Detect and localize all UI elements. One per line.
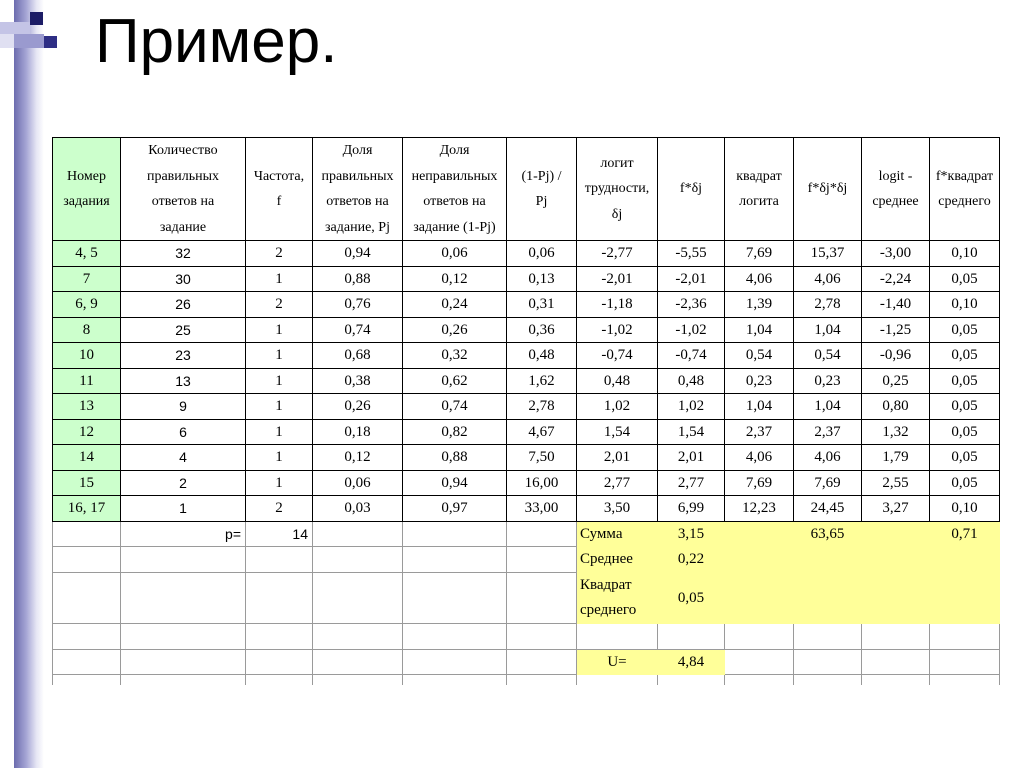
cell-task-number: 14: [52, 445, 121, 471]
cell-f-delta: -0,74: [658, 343, 725, 369]
table-row: [52, 369, 1000, 395]
header-odds-ratio: (1-Pj) / Pj: [507, 137, 577, 241]
cell-share-incorrect: 0,12: [403, 267, 507, 293]
cell-f-mean-squared: 0,05: [930, 394, 1000, 420]
header-f-delta-squared: f*δj*δj: [794, 137, 862, 241]
cell-logit-minus-mean: 2,55: [862, 471, 930, 497]
cell-f-delta-squared: 7,69: [794, 471, 862, 497]
cell-difficulty-logit: 1,54: [577, 420, 658, 446]
cell-frequency: 1: [246, 394, 313, 420]
table-row: [52, 292, 1000, 318]
cell-correct-count: 9: [121, 394, 246, 420]
cell-f-delta: -1,02: [658, 318, 725, 344]
empty-cell: [794, 650, 862, 675]
item-analysis-table: [52, 137, 1000, 685]
cell-odds-ratio: 33,00: [507, 496, 577, 522]
cell-correct-count: 25: [121, 318, 246, 344]
squared-mean-label: Квадрат среднего: [577, 573, 658, 624]
empty-cell: [313, 624, 403, 650]
cell-odds-ratio: 2,78: [507, 394, 577, 420]
cell-difficulty-logit: -2,01: [577, 267, 658, 293]
empty-cell: [577, 675, 658, 685]
cell-task-number: 8: [52, 318, 121, 344]
empty-cell: [725, 547, 794, 573]
cell-f-delta-squared: 1,04: [794, 318, 862, 344]
empty-cell: [862, 547, 930, 573]
cell-f-mean-squared: 0,05: [930, 445, 1000, 471]
cell-difficulty-logit: -1,02: [577, 318, 658, 344]
cell-logit-squared: 1,04: [725, 394, 794, 420]
empty-cell: [794, 624, 862, 650]
empty-cell: [507, 573, 577, 624]
empty-cell: [862, 675, 930, 685]
cell-share-incorrect: 0,88: [403, 445, 507, 471]
empty-cell: [658, 624, 725, 650]
cell-share-incorrect: 0,74: [403, 394, 507, 420]
cell-logit-minus-mean: 0,80: [862, 394, 930, 420]
cell-task-number: 7: [52, 267, 121, 293]
cell-odds-ratio: 0,36: [507, 318, 577, 344]
cell-odds-ratio: 0,31: [507, 292, 577, 318]
cell-f-delta-squared: 0,54: [794, 343, 862, 369]
empty-cell: [313, 522, 403, 547]
empty-cell: [52, 573, 121, 624]
cell-difficulty-logit: -0,74: [577, 343, 658, 369]
empty-cell: [862, 522, 930, 547]
decor-square: [44, 36, 57, 48]
cell-correct-count: 4: [121, 445, 246, 471]
empty-cell: [246, 624, 313, 650]
empty-cell: [52, 522, 121, 547]
cell-logit-minus-mean: 1,32: [862, 420, 930, 446]
table-row: [52, 241, 1000, 267]
cell-f-mean-squared: 0,05: [930, 471, 1000, 497]
empty-cell: [121, 650, 246, 675]
cell-logit-minus-mean: 3,27: [862, 496, 930, 522]
empty-cell: [121, 624, 246, 650]
header-row: [52, 137, 1000, 241]
empty-cell: [121, 675, 246, 685]
empty-cell: [930, 573, 1000, 624]
cell-share-correct: 0,68: [313, 343, 403, 369]
table-row: [52, 496, 1000, 522]
cell-f-delta-squared: 15,37: [794, 241, 862, 267]
empty-cell: [52, 624, 121, 650]
table-body: [52, 241, 1000, 522]
cell-task-number: 10: [52, 343, 121, 369]
cell-f-delta: 1,54: [658, 420, 725, 446]
cell-task-number: 12: [52, 420, 121, 446]
u-value: 4,84: [658, 650, 725, 675]
empty-cell: [52, 675, 121, 685]
mean-label: Среднее: [577, 547, 658, 573]
cell-share-incorrect: 0,06: [403, 241, 507, 267]
table-row: [52, 267, 1000, 293]
summary-row-empty: [52, 624, 1000, 650]
cell-difficulty-logit: 0,48: [577, 369, 658, 395]
cell-f-delta-squared: 1,04: [794, 394, 862, 420]
cell-odds-ratio: 7,50: [507, 445, 577, 471]
cell-odds-ratio: 4,67: [507, 420, 577, 446]
cell-f-delta-squared: 4,06: [794, 445, 862, 471]
header-share-correct: Доля правильных ответов на задание, Pj: [313, 137, 403, 241]
header-difficulty-logit: логит трудности, δj: [577, 137, 658, 241]
p-label: p=: [121, 522, 246, 547]
cell-frequency: 1: [246, 420, 313, 446]
header-logit-minus-mean: logit - среднее: [862, 137, 930, 241]
header-correct-count: Количество правильных ответов на задание: [121, 137, 246, 241]
cell-f-delta: -2,36: [658, 292, 725, 318]
cell-frequency: 1: [246, 343, 313, 369]
cell-task-number: 11: [52, 369, 121, 395]
empty-cell: [403, 624, 507, 650]
table-row: [52, 471, 1000, 497]
cell-task-number: 6, 9: [52, 292, 121, 318]
empty-cell: [403, 650, 507, 675]
cell-f-delta: -5,55: [658, 241, 725, 267]
empty-cell: [52, 547, 121, 573]
sum-f-delta-squared: 63,65: [794, 522, 862, 547]
cell-share-incorrect: 0,26: [403, 318, 507, 344]
empty-cell: [862, 573, 930, 624]
cell-logit-minus-mean: -1,40: [862, 292, 930, 318]
slide-title: Пример.: [95, 7, 338, 76]
empty-cell: [862, 650, 930, 675]
cell-task-number: 4, 5: [52, 241, 121, 267]
empty-cell: [577, 624, 658, 650]
cell-logit-minus-mean: -3,00: [862, 241, 930, 267]
cell-correct-count: 30: [121, 267, 246, 293]
cell-f-mean-squared: 0,10: [930, 241, 1000, 267]
cell-odds-ratio: 16,00: [507, 471, 577, 497]
cell-f-mean-squared: 0,05: [930, 420, 1000, 446]
cell-share-correct: 0,06: [313, 471, 403, 497]
empty-cell: [507, 624, 577, 650]
cell-f-delta-squared: 2,78: [794, 292, 862, 318]
cell-frequency: 1: [246, 445, 313, 471]
summary-row-sum: [52, 522, 1000, 547]
summary-row-u: [52, 650, 1000, 675]
cell-odds-ratio: 0,13: [507, 267, 577, 293]
cell-correct-count: 1: [121, 496, 246, 522]
empty-cell: [725, 522, 794, 547]
summary-row-squared-mean: [52, 573, 1000, 624]
decor-square: [0, 22, 30, 34]
cell-correct-count: 13: [121, 369, 246, 395]
cell-logit-squared: 12,23: [725, 496, 794, 522]
decor-square: [0, 34, 14, 48]
table-row: [52, 445, 1000, 471]
cell-logit-squared: 1,04: [725, 318, 794, 344]
cell-logit-squared: 2,37: [725, 420, 794, 446]
summary-section: [52, 522, 1000, 685]
cell-logit-minus-mean: 0,25: [862, 369, 930, 395]
empty-cell: [507, 650, 577, 675]
empty-cell: [246, 547, 313, 573]
cell-share-correct: 0,18: [313, 420, 403, 446]
header-frequency: Частота, f: [246, 137, 313, 241]
table-header: [52, 137, 1000, 241]
cell-logit-squared: 7,69: [725, 471, 794, 497]
empty-cell: [658, 675, 725, 685]
empty-cell: [794, 573, 862, 624]
empty-cell: [930, 650, 1000, 675]
empty-cell: [930, 675, 1000, 685]
cell-f-delta-squared: 0,23: [794, 369, 862, 395]
cell-frequency: 1: [246, 318, 313, 344]
cell-f-delta: -2,01: [658, 267, 725, 293]
cell-logit-squared: 1,39: [725, 292, 794, 318]
cell-share-incorrect: 0,97: [403, 496, 507, 522]
empty-cell: [313, 650, 403, 675]
cell-task-number: 13: [52, 394, 121, 420]
cell-f-delta-squared: 2,37: [794, 420, 862, 446]
empty-cell: [725, 573, 794, 624]
empty-cell: [313, 547, 403, 573]
empty-cell: [403, 547, 507, 573]
cell-share-incorrect: 0,24: [403, 292, 507, 318]
cell-frequency: 2: [246, 241, 313, 267]
cell-logit-squared: 4,06: [725, 445, 794, 471]
empty-cell: [794, 675, 862, 685]
cell-frequency: 1: [246, 471, 313, 497]
empty-cell: [725, 650, 794, 675]
cell-f-delta: 2,01: [658, 445, 725, 471]
empty-cell: [930, 547, 1000, 573]
cell-difficulty-logit: -2,77: [577, 241, 658, 267]
empty-cell: [794, 547, 862, 573]
table-row: [52, 343, 1000, 369]
cell-share-correct: 0,26: [313, 394, 403, 420]
cell-share-correct: 0,74: [313, 318, 403, 344]
empty-cell: [930, 624, 1000, 650]
cell-share-correct: 0,03: [313, 496, 403, 522]
table-row: [52, 318, 1000, 344]
empty-cell: [121, 547, 246, 573]
header-logit-squared: квадрат логита: [725, 137, 794, 241]
cell-logit-minus-mean: -1,25: [862, 318, 930, 344]
empty-cell: [403, 573, 507, 624]
cell-difficulty-logit: -1,18: [577, 292, 658, 318]
empty-cell: [862, 624, 930, 650]
cell-difficulty-logit: 2,01: [577, 445, 658, 471]
squared-mean-value: 0,05: [658, 573, 725, 624]
header-share-incorrect: Доля неправильных ответов на задание (1-Pj): [403, 137, 507, 241]
summary-row-mean: [52, 547, 1000, 573]
cell-correct-count: 26: [121, 292, 246, 318]
cell-logit-minus-mean: 1,79: [862, 445, 930, 471]
empty-cell: [246, 675, 313, 685]
cell-logit-squared: 7,69: [725, 241, 794, 267]
header-task-number: Номер задания: [52, 137, 121, 241]
cell-share-correct: 0,38: [313, 369, 403, 395]
sum-f-delta: 3,15: [658, 522, 725, 547]
cell-logit-squared: 0,23: [725, 369, 794, 395]
decor-square: [30, 12, 43, 25]
cell-frequency: 2: [246, 292, 313, 318]
cell-f-delta-squared: 24,45: [794, 496, 862, 522]
cell-f-delta: 6,99: [658, 496, 725, 522]
cell-f-delta: 2,77: [658, 471, 725, 497]
empty-cell: [52, 650, 121, 675]
mean-value: 0,22: [658, 547, 725, 573]
header-f-delta: f*δj: [658, 137, 725, 241]
cell-correct-count: 32: [121, 241, 246, 267]
table-row: [52, 394, 1000, 420]
summary-row-tail: [52, 675, 1000, 685]
empty-cell: [507, 547, 577, 573]
cell-correct-count: 2: [121, 471, 246, 497]
cell-f-delta: 0,48: [658, 369, 725, 395]
empty-cell: [313, 573, 403, 624]
empty-cell: [507, 675, 577, 685]
empty-cell: [725, 624, 794, 650]
table-row: [52, 420, 1000, 446]
cell-f-delta: 1,02: [658, 394, 725, 420]
cell-difficulty-logit: 3,50: [577, 496, 658, 522]
cell-f-mean-squared: 0,10: [930, 496, 1000, 522]
cell-share-incorrect: 0,32: [403, 343, 507, 369]
cell-share-incorrect: 0,82: [403, 420, 507, 446]
cell-difficulty-logit: 1,02: [577, 394, 658, 420]
p-value: 14: [246, 522, 313, 547]
cell-f-mean-squared: 0,05: [930, 318, 1000, 344]
cell-correct-count: 23: [121, 343, 246, 369]
cell-frequency: 1: [246, 369, 313, 395]
u-label: U=: [577, 650, 658, 675]
slide-decoration-bar: [14, 0, 44, 768]
cell-share-incorrect: 0,94: [403, 471, 507, 497]
cell-logit-minus-mean: -0,96: [862, 343, 930, 369]
cell-share-incorrect: 0,62: [403, 369, 507, 395]
decor-square: [14, 34, 44, 48]
cell-share-correct: 0,76: [313, 292, 403, 318]
sum-label: Сумма: [577, 522, 658, 547]
empty-cell: [403, 675, 507, 685]
empty-cell: [403, 522, 507, 547]
cell-odds-ratio: 1,62: [507, 369, 577, 395]
cell-task-number: 16, 17: [52, 496, 121, 522]
cell-frequency: 1: [246, 267, 313, 293]
header-f-mean-squared: f*квадрат среднего: [930, 137, 1000, 241]
cell-frequency: 2: [246, 496, 313, 522]
empty-cell: [246, 650, 313, 675]
empty-cell: [121, 573, 246, 624]
cell-logit-minus-mean: -2,24: [862, 267, 930, 293]
empty-cell: [246, 573, 313, 624]
cell-odds-ratio: 0,06: [507, 241, 577, 267]
cell-share-correct: 0,94: [313, 241, 403, 267]
empty-cell: [507, 522, 577, 547]
cell-f-delta-squared: 4,06: [794, 267, 862, 293]
empty-cell: [725, 675, 794, 685]
cell-logit-squared: 0,54: [725, 343, 794, 369]
sum-f-mean-squared: 0,71: [930, 522, 1000, 547]
cell-f-mean-squared: 0,10: [930, 292, 1000, 318]
cell-correct-count: 6: [121, 420, 246, 446]
cell-f-mean-squared: 0,05: [930, 369, 1000, 395]
cell-difficulty-logit: 2,77: [577, 471, 658, 497]
cell-task-number: 15: [52, 471, 121, 497]
cell-share-correct: 0,12: [313, 445, 403, 471]
cell-f-mean-squared: 0,05: [930, 267, 1000, 293]
cell-odds-ratio: 0,48: [507, 343, 577, 369]
cell-share-correct: 0,88: [313, 267, 403, 293]
cell-logit-squared: 4,06: [725, 267, 794, 293]
empty-cell: [313, 675, 403, 685]
cell-f-mean-squared: 0,05: [930, 343, 1000, 369]
